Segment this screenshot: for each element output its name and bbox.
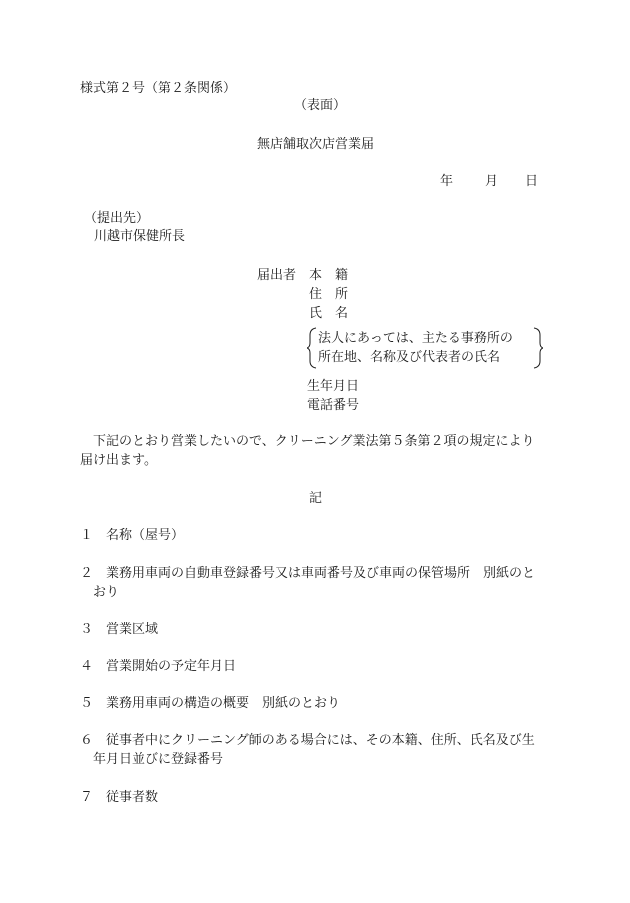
item-7: ７ 従事者数 [80,790,159,805]
field-honseki: 本 籍 [309,268,349,283]
body-text-line2: 届け出ます。 [80,453,157,468]
recipient-name: 川越市保健所長 [94,229,186,244]
corporation-note-line2: 所在地、名称及び代表者の氏名 [318,350,501,365]
body-text-line1: 下記のとおり営業したいので、クリーニング業法第５条第２項の規定により [80,434,535,449]
date-month: 月 [485,174,499,189]
applicant-label: 届出者 [257,268,297,283]
field-address: 住 所 [309,287,349,302]
field-phone: 電話番号 [307,398,360,413]
item-2-line1: ２ 業務用車両の自動車登録番号又は車両番号及び車両の保管場所 別紙のと [80,566,536,581]
item-1: １ 名称（屋号） [80,528,185,543]
date-year: 年 [440,174,454,189]
field-birthdate: 生年月日 [307,379,360,394]
item-6-line2: 年月日並びに登録番号 [93,752,224,767]
item-5: ５ 業務用車両の構造の概要 別紙のとおり [80,696,341,711]
form-number: 様式第２号（第２条関係） [80,81,237,96]
corporation-note-line1: 法人にあっては、主たる事務所の [318,331,513,346]
item-4: ４ 営業開始の予定年月日 [80,659,237,674]
page-title: 無店舗取次店営業届 [257,137,375,152]
side-label: （表面） [294,98,347,113]
corporation-note [307,327,543,369]
item-3: ３ 営業区域 [80,622,159,637]
field-name: 氏 名 [309,306,349,321]
ki-heading: 記 [309,491,323,506]
item-2-line2: おり [93,585,120,600]
recipient-label: （提出先） [84,211,150,226]
item-6-line1: ６ 従事者中にクリーニング師のある場合には、その本籍、住所、氏名及び生 [80,733,535,748]
date-day: 日 [525,174,539,189]
